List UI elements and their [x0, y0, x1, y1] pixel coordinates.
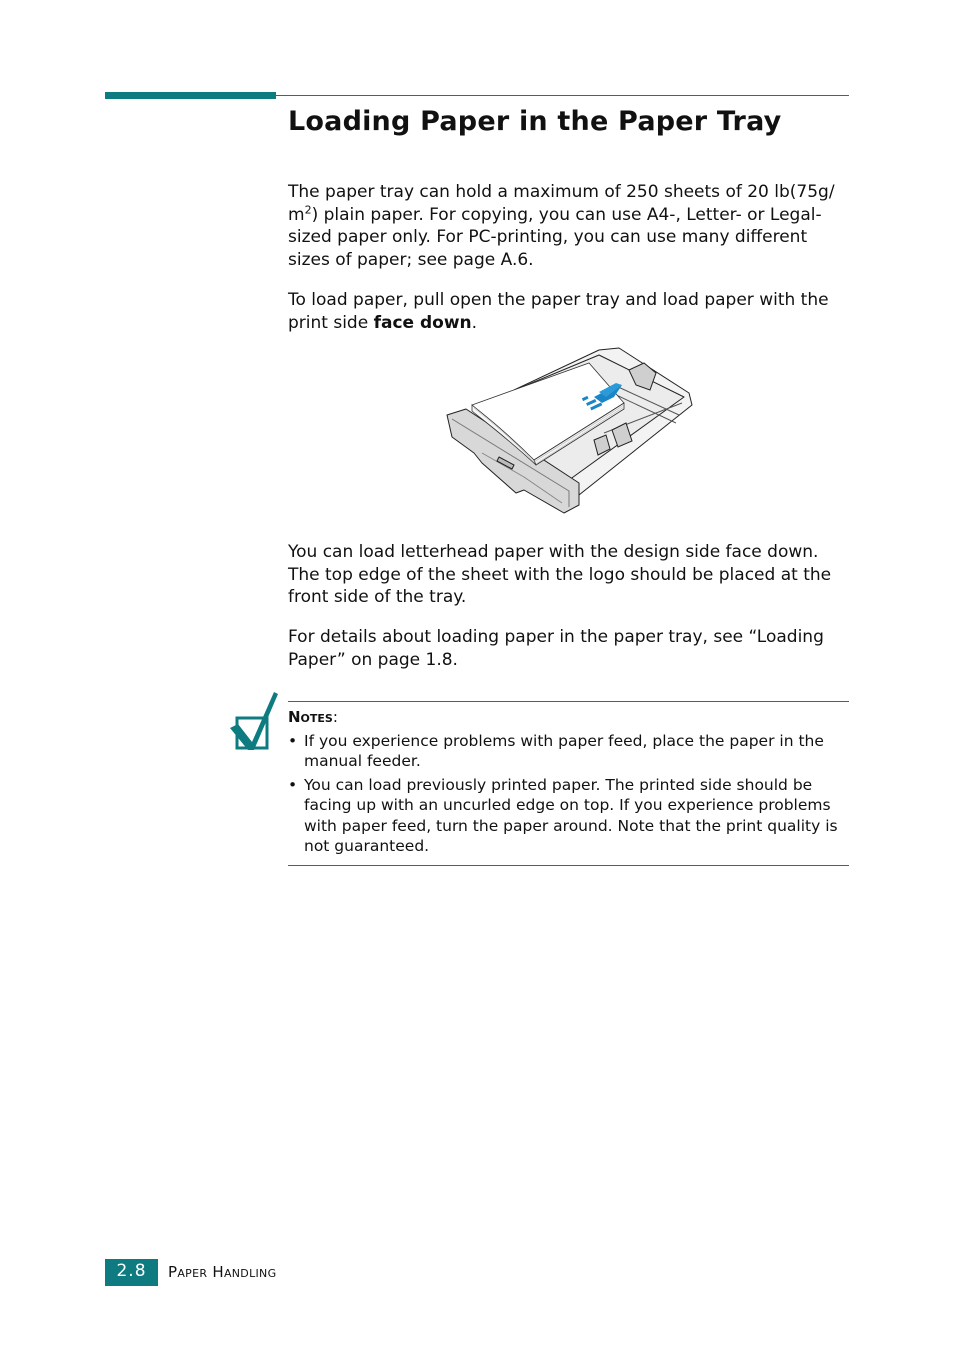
notes-heading-label: Notes	[288, 708, 333, 726]
header-rule	[276, 95, 849, 96]
notes-heading	[288, 707, 338, 727]
notes-top-rule	[288, 701, 849, 702]
header-accent-bar	[105, 92, 276, 99]
paragraph-capacity-text-b: ) plain paper. For copying, you can use A4-, Letter- or Legal-sized paper only. For PC-printing, you can use many different sizes of paper; see page A.6.	[288, 204, 822, 270]
paragraph-load-text-b: .	[471, 312, 478, 333]
paragraph-load-text-a: To load paper, pull open the paper tray and load paper with the print side	[288, 290, 829, 333]
paragraph-details-reference: For details about loading paper in the paper tray, see “Loading Paper” on page 1.8.	[288, 627, 824, 670]
notes-bottom-rule	[288, 865, 849, 866]
paragraph-load-instructions	[288, 289, 854, 334]
notes-heading-colon: :	[332, 708, 338, 726]
note-item-text: You can load previously printed paper. The printed side should be facing up with an uncurled edge on top. If you experience problems with paper feed, turn the paper around. Note that the print quality is not guaranteed.	[304, 776, 838, 855]
checkmark-icon	[228, 690, 280, 752]
paper-tray-illustration	[444, 345, 694, 515]
face-down-emphasis: face down	[373, 312, 472, 333]
footer-section-title: Paper Handling	[168, 1263, 277, 1281]
paragraph-capacity-text-a: The paper tray can hold a maximum of 250 sheets of 20 lb(75g/ m	[288, 182, 835, 225]
note-item-text: If you experience problems with paper feed, place the paper in the manual feeder.	[304, 732, 824, 771]
bullet-icon: •	[288, 732, 298, 750]
paragraph-letterhead: You can load letterhead paper with the design side face down. The top edge of the sheet with the logo should be placed at the front side of the tray.	[288, 542, 832, 607]
bullet-icon: •	[288, 776, 298, 795]
superscript-two: 2	[304, 202, 312, 216]
note-item	[288, 731, 849, 772]
page-title: Loading Paper in the Paper Tray	[288, 106, 782, 137]
paragraph-capacity	[288, 181, 854, 271]
note-item	[288, 775, 849, 856]
notes-list	[288, 731, 849, 860]
page-number-badge: 2.8	[105, 1259, 158, 1286]
